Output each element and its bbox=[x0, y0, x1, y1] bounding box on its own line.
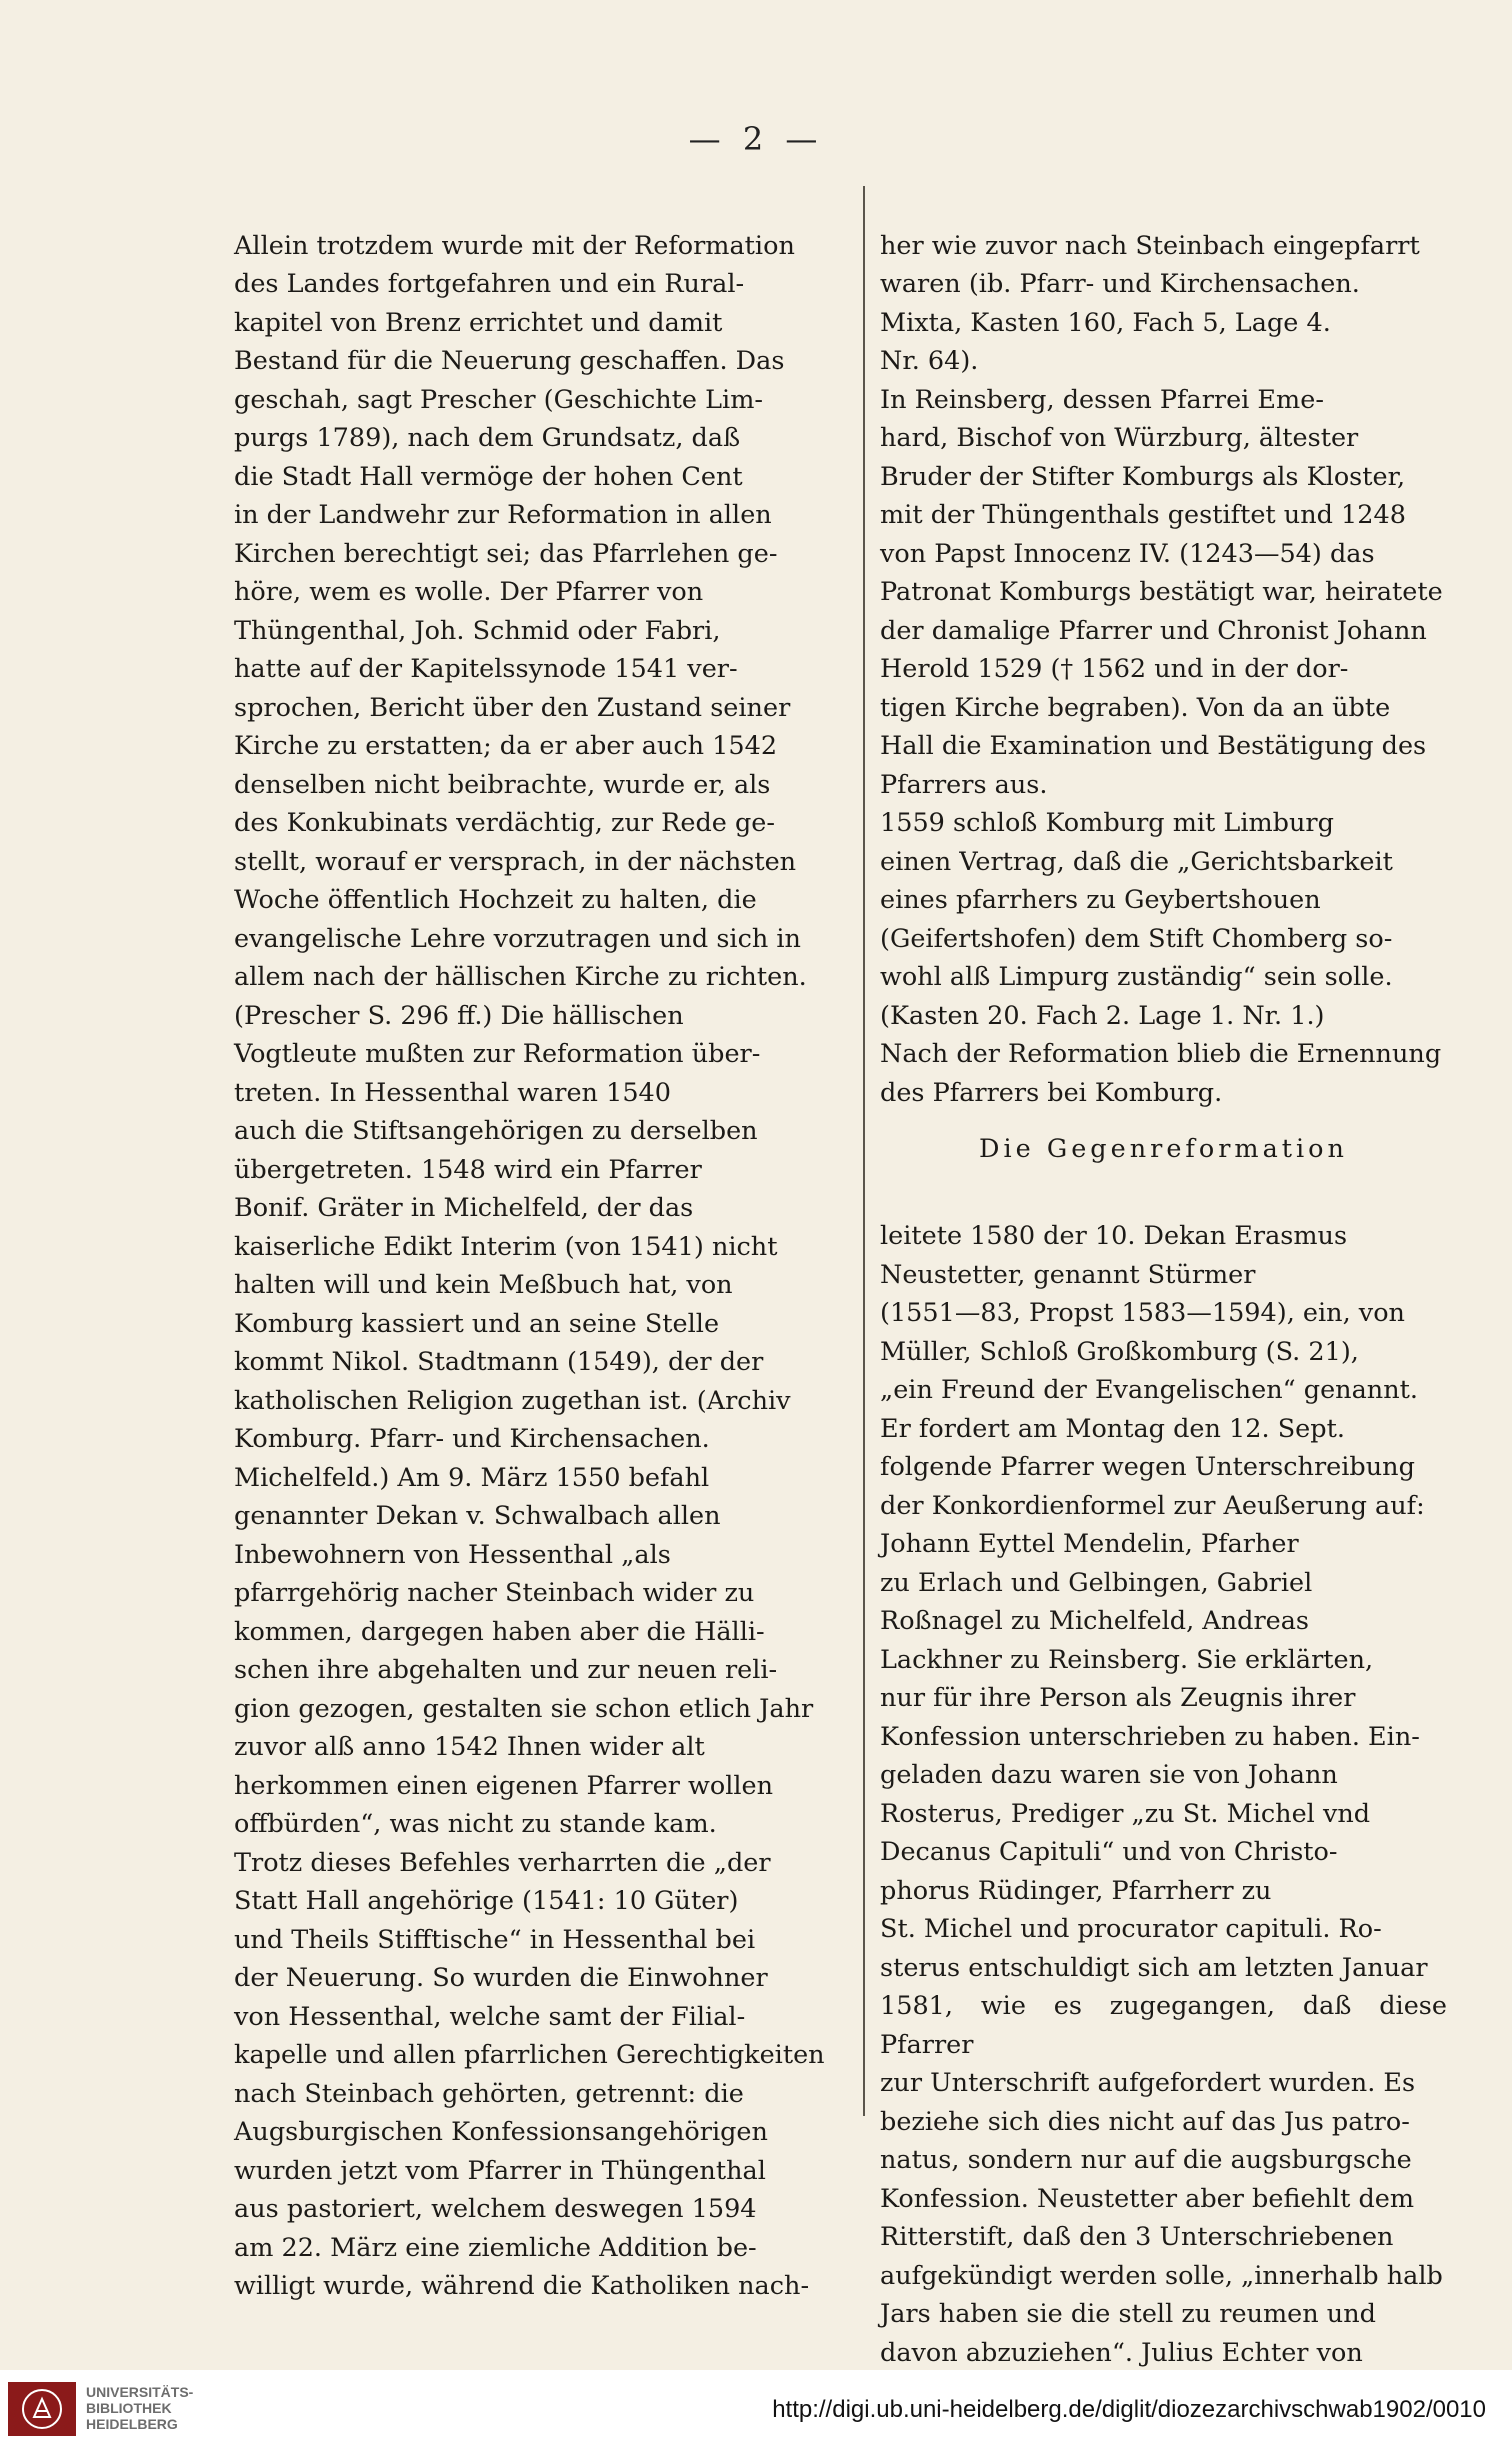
left-column-text: Allein trotzdem wurde mit der Reformation des Landes fortgefahren und ein Rural- kapitel von Brenz errichtet und damit Bestand für die Neuerung geschaffen. Das geschah, sagt Prescher (Geschichte Lim- purgs 1789), nach dem Grundsatz, daß die Stadt Hall vermöge der hohen Cent in der Landwehr zur Reformation in allen Kirchen berechtigt sei; das Pfarrlehen ge- höre, wem es wolle. Der Pfarrer von Thüngenthal, Joh. Schmid oder Fabri, hatte auf der Kapitelssynode 1541 ver- sprochen, Bericht über den Zustand seiner Kirche zu erstatten; da er aber auch 1542 denselben nicht beibrachte, wurde er, als des Konkubinats verdächtig, zur Rede ge- stellt, worauf er versprach, in der nächsten Woche öffentlich Hochzeit zu halten, die evangelische Lehre vorzutragen und sich in allem nach der hällischen Kirche zu richten. (Prescher S. 296 ff.) Die hällischen Vogtleute mußten zur Reformation über- treten. In Hessenthal waren 1540 auch die Stiftsangehörigen zu derselben übergetreten. 1548 wird ein Pfarrer Bonif. Gräter in Michelfeld, der das kaiserliche Edikt Interim (von 1541) nicht halten will und kein Meßbuch hat, von Komburg kassiert und an seine Stelle kommt Nikol. Stadtmann (1549), der der katholischen Religion zugethan ist. (Archiv Komburg. Pfarr- und Kirchensachen. Michelfeld.) Am 9. März 1550 befahl genannter Dekan v. Schwalbach allen Inbewohnern von Hessenthal „als pfarrgehörig nacher Steinbach wider zu kommen, dargegen haben aber die Hälli- schen ihre abgehalten und zur neuen reli- gion gezogen, gestalten sie schon etlich Jahr zuvor alß anno 1542 Ihnen wider alt herkommen einen eigenen Pfarrer wollen offbürden“, was nicht zu stande kam. Trotz dieses Befehles verharrten die „der Statt Hall angehörige (1541: 10 Güter) und Theils Stifftische“ in Hessenthal bei der Neuerung. So wurden die Einwohner von Hessenthal, welche samt der Filial- kapelle und allen pfarrlichen Gerechtigkeiten nach Steinbach gehörten, getrennt: die Augsburgischen Konfessionsangehörigen wurden jetzt vom Pfarrer in Thüngenthal aus pastoriert, welchem deswegen 1594 am 22. März eine ziemliche Addition be- willigt wurde, während die Katholiken nach- bbox=[234, 230, 825, 2301]
right-column-text-bottom: leitete 1580 der 10. Dekan Erasmus Neustetter, genannt Stürmer (1551—83, Propst 1583—1594), ein, von Müller, Schloß Großkomburg (S. 21), „ein Freund der Evangelischen“ genannt. Er fordert am Montag den 12. Sept. folgende Pfarrer wegen Unterschreibung der Konkordienformel zur Aeußerung auf: Johann Eyttel Mendelin, Pfarher zu Erlach und Gelbingen, Gabriel Roßnagel zu Michelfeld, Andreas Lackhner zu Reinsberg. Sie erklärten, nur für ihre Person als Zeugnis ihrer Konfession unterschrieben zu haben. Ein- geladen dazu waren sie von Johann Rosterus, Prediger „zu St. Michel vnd Decanus Capituli“ und von Christo- phorus Rüdinger, Pfarrherr zu St. Michel und procurator capituli. Ro- sterus entschuldigt sich am letzten Januar 1581, wie es zugegangen, daß diese Pfarrer zur Unterschrift aufgefordert wurden. Es beziehe sich dies nicht auf das Jus patro- natus, sondern nur auf die augsburgsche Konfession. Neustetter aber befiehlt dem Ritterstift, daß den 3 Unterschriebenen aufgekündigt werden solle, „innerhalb halb Jars haben sie die stell zu reumen und davon abzuziehen“. Julius Echter von bbox=[880, 1221, 1447, 2368]
column-divider bbox=[863, 186, 865, 2116]
section-heading: Die Gegenreformation bbox=[979, 1134, 1348, 1164]
library-name-line3: HEIDELBERG bbox=[86, 2416, 178, 2432]
source-url-link[interactable]: http://digi.ub.uni-heidelberg.de/diglit/diozezarchivschwab1902/0010 bbox=[772, 2396, 1486, 2423]
page-number: — 2 — bbox=[688, 120, 824, 158]
university-logo[interactable] bbox=[8, 2382, 76, 2436]
right-text-column bbox=[880, 188, 1447, 2372]
library-name-line2: BIBLIOTHEK bbox=[86, 2400, 172, 2416]
left-text-column bbox=[234, 188, 846, 2306]
library-name bbox=[86, 2384, 193, 2432]
right-column-text-top: her wie zuvor nach Steinbach eingepfarrt waren (ib. Pfarr- und Kirchensachen. Mixta, Kasten 160, Fach 5, Lage 4. Nr. 64). In Reinsberg, dessen Pfarrei Eme- hard, Bischof von Würzburg, ältester Bruder der Stifter Komburgs als Kloster, mit der Thüngenthals gestiftet und 1248 von Papst Innocenz IV. (1243—54) das Patronat Komburgs bestätigt war, heiratete der damalige Pfarrer und Chronist Johann Herold 1529 († 1562 und in der dor- tigen Kirche begraben). Von da an übte Hall die Examination und Bestätigung des Pfarrers aus. 1559 schloß Komburg mit Limburg einen Vertrag, daß die „Gerichtsbarkeit eines pfarrhers zu Geybertshouen (Geifertshofen) dem Stift Chomberg so- wohl alß Limpurg zuständig“ sein solle. (Kasten 20. Fach 2. Lage 1. Nr. 1.) Nach der Reformation blieb die Ernennung des Pfarrers bei Komburg. bbox=[880, 230, 1443, 1108]
seal-icon bbox=[20, 2387, 64, 2431]
library-name-line1: UNIVERSITÄTS- bbox=[86, 2384, 194, 2400]
footer-bar bbox=[0, 2370, 1512, 2446]
